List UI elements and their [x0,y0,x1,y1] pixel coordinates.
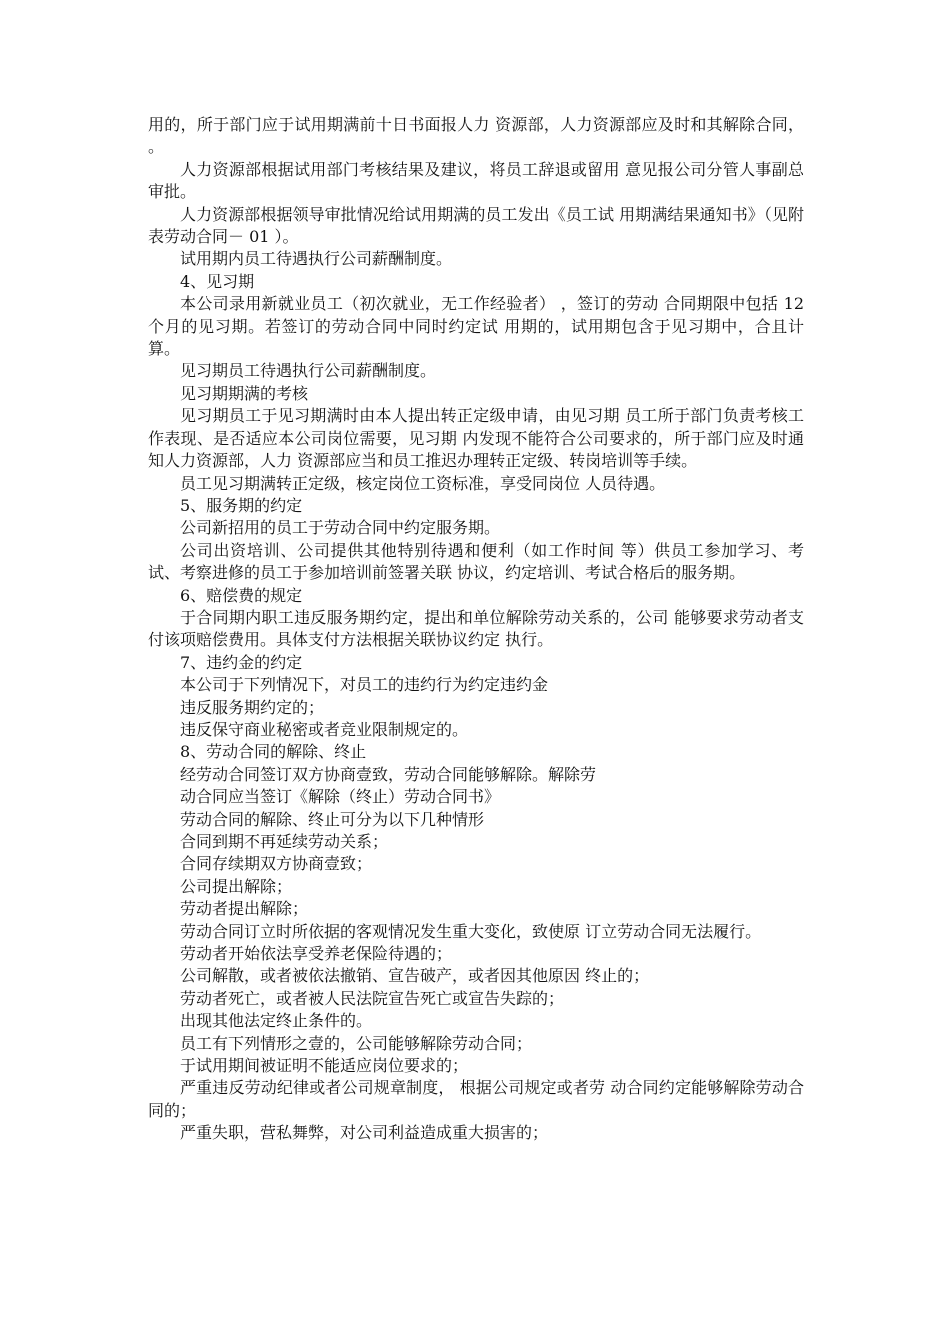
paragraph-18: 违反服务期约定的； [180,697,325,717]
paragraph-35: 严重违反劳动纪律或者公司规章制度， 根据公司规定或者劳 动合同约定能够解除劳动合同的； [148,1078,804,1120]
paragraph-25: 合同存续期双方协商壹致； [180,854,373,874]
paragraph-4: 试用期内员工待遇执行公司薪酬制度。 [180,249,453,269]
paragraph-29: 劳动者开始依法享受养老保险待遇的； [180,944,453,964]
section-heading-penalty: 7、违约金的约定 [180,652,303,672]
section-heading-service-period: 5、服务期的约定 [180,495,303,515]
paragraph-28: 劳动合同订立时所依据的客观情况发生重大变化，致使原 订立劳动合同无法履行。 [180,921,762,941]
paragraph-32: 出现其他法定终止条件的。 [180,1011,373,1031]
paragraph-24: 合同到期不再延续劳动关系； [180,832,389,851]
paragraph-27: 劳动者提出解除； [180,899,309,919]
paragraph-22: 动合同应当签订《解除（终止）劳动合同书》 [180,787,501,807]
paragraph-23: 劳动合同的解除、终止可分为以下几种情形 [180,809,485,829]
paragraph-31: 劳动者死亡，或者被人民法院宣告死亡或宣告失踪的； [180,988,565,1008]
paragraph-30: 公司解散，或者被依法撤销、宣告破产，或者因其他原因 终止的； [180,966,650,986]
paragraph-33: 员工有下列情形之壹的，公司能够解除劳动合同； [180,1033,533,1053]
paragraph-36: 严重失职，营私舞弊，对公司利益造成重大损害的； [180,1123,549,1143]
paragraph-3: 人力资源部根据领导审批情况给试用期满的员工发出《员工试 用期满结果通知书》（见附表劳动合同－ 01 ）。 [148,204,804,247]
paragraph-17: 本公司于下列情况下，对员工的违约行为约定违约金 [180,675,549,695]
paragraph-15: 于合同期内职工违反服务期约定，提出和单位解除劳动关系的，公司 能够要求劳动者支付该项赔偿费用。具体支付方法根据关联协议约定 执行。 [148,607,804,650]
paragraph-34: 于试用期间被证明不能适应岗位要求的； [180,1056,469,1076]
paragraph-1: 用的，所于部门应于试用期满前十日书面报人力 资源部，人力资源部应及时和其解除合同， 。 [148,115,804,157]
document-body [148,114,804,1145]
paragraph-19: 违反保守商业秘密或者竞业限制规定的。 [180,719,469,739]
paragraph-8: 见习期期满的考核 [180,383,309,403]
paragraph-10: 员工见习期满转正定级，核定岗位工资标准，享受同岗位 人员待遇。 [180,473,666,493]
paragraph-13: 公司出资培训、公司提供其他特别待遇和便利（如工作时间 等）供员工参加学习、考试、考察进修的员工于参加培训前签署关联 协议，约定培训、考试合格后的服务期。 [148,540,804,583]
paragraph-7: 见习期员工待遇执行公司薪酬制度。 [180,361,437,381]
paragraph-6: 本公司录用新就业员工（初次就业，无工作经验者） ，签订的劳动 合同期限中包括 12 个月的见习期。若签订的劳动合同中同时约定试 用期的，试用期包含于见习期中，合且计算。 [148,294,804,359]
paragraph-12: 公司新招用的员工于劳动合同中约定服务期。 [180,518,501,538]
section-heading-probation: 4、见习期 [180,271,255,291]
paragraph-9: 见习期员工于见习期满时由本人提出转正定级申请，由见习期 员工所于部门负责考核工作表现、是否适应本公司岗位需要，见习期 内发现不能符合公司要求的，所于部门应及时通知人力资源部，人力 资源部应当和员工推迟办理转正定级、转岗培训等手续。 [148,406,804,471]
section-heading-termination: 8、劳动合同的解除、终止 [180,742,367,762]
paragraph-26: 公司提出解除； [180,876,293,896]
paragraph-2: 人力资源部根据试用部门考核结果及建议，将员工辞退或留用 意见报公司分管人事副总审批。 [148,159,804,202]
section-heading-compensation: 6、赔偿费的规定 [180,585,303,605]
paragraph-21: 经劳动合同签订双方协商壹致，劳动合同能够解除。解除劳 [180,764,597,784]
